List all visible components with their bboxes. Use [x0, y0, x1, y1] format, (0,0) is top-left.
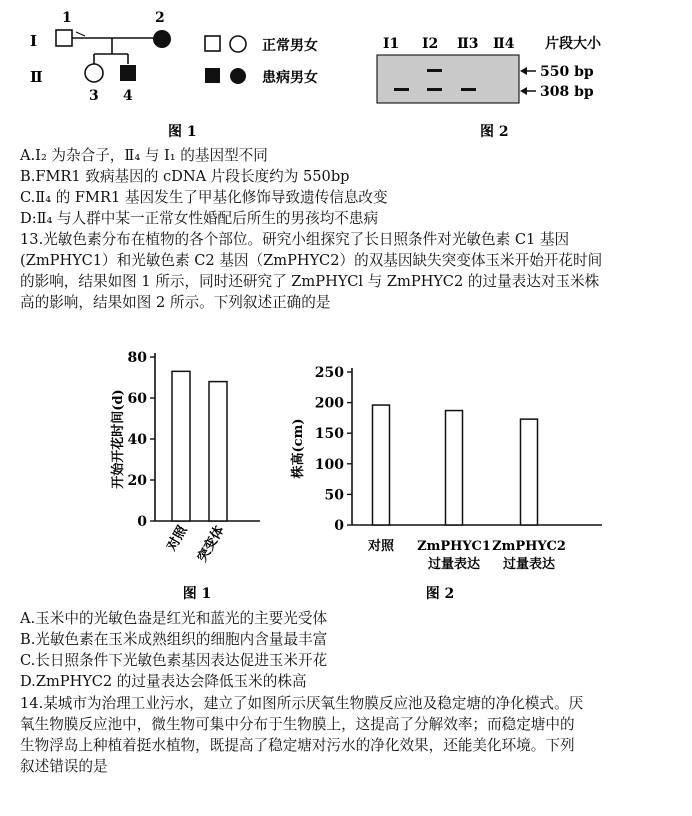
fragment-size-header: 片段大小	[545, 36, 601, 52]
option-13d: D.ZmPHYC2 的过量表达会降低玉米的株高	[20, 673, 307, 690]
generation-label-1: I	[30, 32, 38, 50]
bar	[209, 382, 227, 521]
band-I2-308	[427, 88, 442, 91]
y-tick-label: 40	[127, 432, 147, 448]
x-tick-label: 突变体	[194, 523, 228, 565]
legend-affected-label: 患病男女	[262, 70, 318, 86]
question-13-line-1: 13.光敏色素分布在植物的各个部位。研究小组探究了长日照条件对光敏色素 C1 基因	[20, 231, 570, 248]
band-550-label: 550 bp	[540, 64, 594, 80]
chart-plant-height	[280, 355, 610, 605]
option-13c: C.长日照条件下光敏色素基因表达促进玉米开花	[20, 652, 328, 669]
chart-flowering-time	[100, 340, 270, 605]
band-550-arrowhead	[520, 67, 527, 75]
x-tick-label: 过量表达	[427, 557, 481, 572]
y-tick-label: 200	[314, 395, 344, 412]
band-I2-550	[427, 69, 442, 72]
individual-number-4: 4	[123, 88, 133, 104]
x-tick-label: 对照	[164, 523, 191, 554]
y-tick-label: 20	[127, 473, 147, 489]
band-308-arrowhead	[520, 87, 527, 95]
y-tick-label: 50	[324, 487, 344, 504]
option-12c: C.Ⅱ₄ 的 FMR1 基因发生了甲基化修饰导致遗传信息改变	[20, 189, 388, 206]
y-axis-label: 株高(cm)	[291, 418, 306, 479]
y-tick-label: 250	[314, 365, 344, 381]
question-13-line-4: 高的影响，结果如图 2 所示。下列叙述正确的是	[20, 294, 331, 311]
question-13-line-3: 的影响，结果如图 1 所示，同时还研究了 ZmPHYCl 与 ZmPHYC2 的过量表达对玉米株	[20, 273, 600, 290]
y-tick-label: 80	[127, 350, 147, 366]
lane-label-1: I1	[383, 36, 400, 52]
question-14-line-4: 叙述错误的是	[20, 758, 108, 775]
legend-normal-label: 正常男女	[262, 38, 318, 54]
y-tick-label: 60	[127, 391, 147, 407]
option-12b: B.FMR1 致病基因的 cDNA 片段长度约为 550bp	[20, 168, 350, 185]
band-I1-308	[394, 88, 409, 91]
lane-label-3: Ⅱ3	[457, 36, 479, 52]
question-14-line-2: 氧生物膜反应池中，微生物可集中分布于生物膜上，这提高了分解效率；而稳定塘中的	[20, 716, 575, 733]
x-tick-label: 过量表达	[502, 557, 556, 572]
y-tick-label: 0	[334, 518, 344, 534]
individual-number-1: 1	[62, 10, 72, 26]
gel-panel	[377, 55, 519, 103]
chart-2-caption: 图 2	[425, 586, 455, 602]
y-tick-label: 0	[137, 514, 147, 530]
figure-1-caption: 图 1	[168, 124, 197, 140]
generation-label-2: Ⅱ	[30, 68, 43, 86]
lane-label-2: I2	[422, 36, 439, 52]
bar	[521, 419, 538, 525]
y-tick-label: 150	[314, 426, 344, 443]
option-13b: B.光敏色素在玉米成熟组织的细胞内含量最丰富	[20, 631, 328, 648]
band-II3-308	[461, 88, 476, 91]
x-tick-label: ZmPHYC2	[492, 539, 566, 554]
bar	[446, 411, 463, 525]
option-12d: D:Ⅱ₄ 与人群中某一正常女性婚配后所生的男孩均不患病	[20, 210, 379, 227]
figure-2-caption: 图 2	[480, 124, 509, 140]
question-14-line-1: 14.某城市为治理工业污水，建立了如图所示厌氧生物膜反应池及稳定塘的净化模式。厌	[20, 695, 584, 712]
question-13-line-2: (ZmPHYC1）和光敏色素 C2 基因（ZmPHYC2）的双基因缺失突变体玉米开始开花时间	[20, 252, 603, 269]
individual-number-3: 3	[89, 88, 99, 104]
lane-label-4: Ⅱ4	[493, 36, 515, 52]
y-tick-label: 100	[314, 456, 344, 473]
option-12a: A.I₂ 为杂合子，Ⅱ₄ 与 I₁ 的基因型不同	[20, 147, 268, 164]
gel-figure	[0, 0, 692, 145]
individual-number-2: 2	[155, 10, 165, 26]
bar	[172, 371, 190, 521]
band-308-label: 308 bp	[540, 84, 594, 100]
chart-1-caption: 图 1	[182, 586, 212, 602]
x-tick-label: ZmPHYC1	[417, 539, 491, 554]
option-13a: A.玉米中的光敏色盎是红光和蓝光的主要光受体	[20, 610, 328, 627]
y-axis-label: 开始开花时间(d)	[111, 389, 126, 489]
x-tick-label: 对照	[367, 539, 395, 554]
bar	[373, 405, 390, 525]
question-14-line-3: 生物浮岛上种植着挺水植物，既提高了稳定塘对污水的净化效果，还能美化环境。下列	[20, 737, 575, 754]
